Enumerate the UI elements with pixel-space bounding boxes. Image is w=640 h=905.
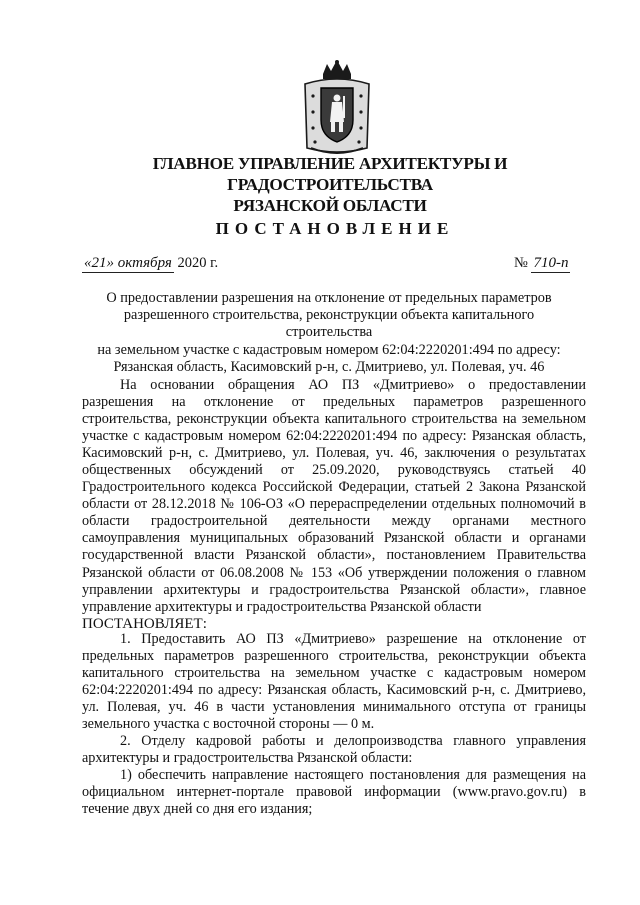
header-line-1: ГЛАВНОЕ УПРАВЛЕНИЕ АРХИТЕКТУРЫ И ГРАДОСТРОИТЕЛЬСТВА (152, 154, 508, 194)
number-value: 710-п (533, 255, 569, 271)
subject-line-1: О предоставлении разрешения на отклонение от предельных параметров (106, 290, 552, 306)
subject-line-4: Рязанская область, Касимовский р-н, с. Дмитриево, ул. Полевая, уч. 46 (113, 358, 545, 375)
document-number (514, 255, 570, 273)
document-type-title: ПОСТАНОВЛЕНИЕ (215, 219, 455, 238)
document-subject (96, 290, 562, 376)
subject-line-3: на земельном участке с кадастровым номером 62:04:2220201:494 по адресу: (97, 341, 561, 358)
date-month: октября (117, 255, 172, 271)
date-close-quote: » (106, 255, 114, 271)
document-date (82, 255, 218, 273)
ryazan-coat-of-arms-icon (301, 60, 373, 156)
organization-header (80, 153, 580, 216)
resolution-item-2: 2. Отделу кадровой работы и делопроизводства главного управления архитектуры и градостроительства Рязанской области: (82, 733, 586, 767)
header-line-2: РЯЗАНСКОЙ ОБЛАСТИ (233, 196, 427, 215)
resolves-heading: ПОСТАНОВЛЯЕТ: (82, 615, 207, 632)
number-prefix: № (514, 255, 528, 271)
resolution-items (82, 631, 586, 819)
date-year: 2020 г. (177, 255, 219, 271)
date-open-quote: « (84, 255, 92, 271)
preamble-block (82, 377, 586, 633)
resolution-item-2-1: 1) обеспечить направление настоящего постановления для размещения на официальном интернет-портале правовой информации (www.pravo.gov.ru) в течение двух дней со дня его издания; (82, 767, 586, 818)
date-day: 21 (91, 255, 107, 271)
subject-line-2: разрешенного строительства, реконструкции объекта капитального строительства (123, 307, 535, 341)
resolution-item-1: 1. Предоставить АО ПЗ «Дмитриево» разрешение на отклонение от предельных параметров разрешенного строительства, реконструкции объекта капитального строительства на земельном участке с кадастровым номером 62:04:2220201:494 по адресу: Рязанская область, Касимовский р-н, с. Дмитриево, ул. Полевая, уч. 46 в части установления минимального отступа от границы земельного участка с восточной стороны — 0 м. (82, 631, 586, 733)
preamble-paragraph: На основании обращения АО ПЗ «Дмитриево» о предоставлении разрешения на отклонение от предельных параметров разрешенного строительства, реконструкции объекта капитального строительства на земельном участке с кадастровым номером 62:04:2220201:494 по адресу: Рязанская область, Касимовский р-н, с. Дмитриево, ул. Полевая, уч. 46, заключения о результатах общественных обсуждений от 25.09.2020, руководствуясь статьей 40 Градостроительного кодекса Российской Федерации, статьей 2 Закона Рязанской области от 28.12.2018 № 106-ОЗ «О перераспределении отдельных полномочий в области градостроительной деятельности между органами местного самоуправления муниципальных образований Рязанской области и органами государственной власти Рязанской области», постановлением Правительства Рязанской области от 06.08.2008 № 153 «Об утверждении положения о главном управлении архитектуры и градостроительства Рязанской области», главное управление архитектуры и градостроительства Рязанской области (82, 377, 586, 615)
